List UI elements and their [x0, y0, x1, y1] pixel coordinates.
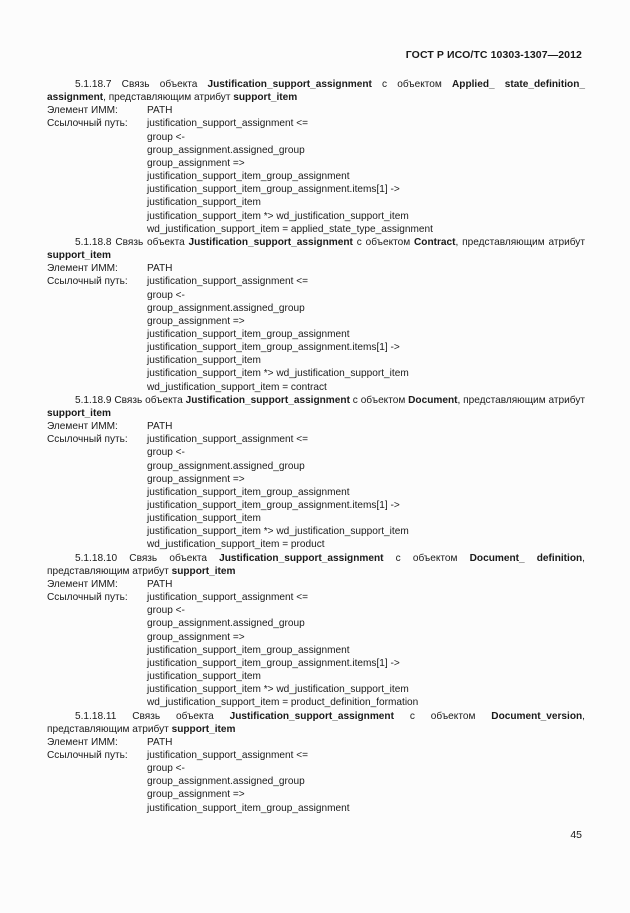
path-line: justification_support_item *> wd_justification_support_item — [147, 526, 409, 538]
path-line: wd_justification_support_item = product_definition_formation — [147, 697, 419, 709]
section-heading — [47, 78, 585, 104]
heading-text: , представляющим атрибут — [457, 394, 585, 406]
heading-text: Связь объекта — [117, 552, 220, 564]
path-line: group <- — [147, 605, 185, 617]
path-line: wd_justification_support_item = contract — [147, 381, 327, 393]
heading-text: Связь объекта — [116, 710, 230, 722]
path-row — [47, 433, 585, 446]
path-line: group_assignment.assigned_group — [147, 776, 305, 788]
path-line: justification_support_item_group_assignment — [147, 644, 350, 656]
path-label: Ссылочный путь: — [47, 276, 128, 288]
path-line: justification_support_item_group_assignment — [147, 328, 350, 340]
path-label: Ссылочный путь: — [47, 434, 128, 446]
object-name: Justification_support_assignment — [229, 710, 394, 722]
element-label: Элемент ИММ: — [47, 105, 118, 117]
object-name: Justification_support_assignment — [207, 79, 372, 90]
heading-text: с объектом — [349, 394, 409, 406]
path-line: justification_support_item_group_assignment.items[1] -> — [147, 184, 400, 196]
heading-text: Связь объекта — [111, 236, 189, 248]
path-line: group_assignment => — [147, 631, 245, 643]
attribute-name: support_item — [171, 565, 236, 577]
element-value: PATH — [147, 736, 173, 748]
path-line: justification_support_item *> wd_justification_support_item — [147, 368, 409, 380]
element-label: Элемент ИММ: — [47, 578, 118, 590]
target-object-name: Applied_ state_definition_ assignment — [47, 79, 585, 104]
document-body — [47, 78, 585, 815]
object-name: Justification_support_assignment — [188, 236, 353, 248]
path-line: justification_support_item *> wd_justification_support_item — [147, 210, 409, 222]
path-line: group_assignment.assigned_group — [147, 618, 305, 630]
path-line: justification_support_item_group_assignment.items[1] -> — [147, 657, 400, 669]
heading-text: с объектом — [371, 79, 452, 90]
section-5-1-18-8 — [47, 236, 585, 394]
section-heading — [47, 552, 585, 578]
path-line: justification_support_item *> wd_justification_support_item — [147, 684, 409, 696]
element-row — [47, 578, 585, 591]
path-line: group_assignment => — [147, 157, 245, 169]
page-header: ГОСТ Р ИСО/ТС 10303-1307—2012 — [405, 49, 582, 61]
target-object-name: Contract — [414, 236, 456, 248]
path-line: justification_support_item_group_assignment.items[1] -> — [147, 342, 400, 354]
section-number: 5.1.18.10 — [75, 552, 118, 564]
target-object-name: Document_version — [491, 710, 583, 722]
target-object-name: Document_ definition — [469, 552, 583, 564]
attribute-name: support_item — [171, 723, 236, 735]
page-number: 45 — [570, 829, 582, 841]
section-number: 5.1.18.8 — [75, 236, 112, 248]
element-value: PATH — [147, 421, 173, 433]
section-number: 5.1.18.7 — [75, 79, 112, 90]
path-label: Ссылочный путь: — [47, 118, 128, 130]
element-row — [47, 736, 585, 749]
path-line: group_assignment => — [147, 315, 245, 327]
section-heading — [47, 710, 585, 736]
heading-text: , представляющим атрибут — [455, 236, 585, 248]
path-line: group_assignment => — [147, 473, 245, 485]
section-heading — [47, 394, 585, 420]
element-label: Элемент ИММ: — [47, 736, 118, 748]
section-5-1-18-10 — [47, 552, 585, 710]
path-line: group_assignment.assigned_group — [147, 302, 305, 314]
heading-text: Связь объекта — [111, 79, 208, 90]
path-label: Ссылочный путь: — [47, 749, 128, 761]
heading-text: с объектом — [383, 552, 470, 564]
section-number: 5.1.18.11 — [75, 710, 117, 722]
path-line: justification_support_item — [147, 671, 261, 683]
element-row — [47, 262, 585, 275]
section-heading — [47, 236, 585, 262]
path-line: justification_support_item — [147, 355, 261, 367]
attribute-name: support_item — [47, 407, 111, 419]
path-line: justification_support_assignment <= — [147, 749, 309, 761]
element-value: PATH — [147, 105, 173, 117]
section-5-1-18-9 — [47, 394, 585, 552]
section-number: 5.1.18.9 — [75, 394, 112, 406]
path-line: group <- — [147, 763, 185, 775]
path-line: group <- — [147, 289, 185, 301]
object-name: Justification_support_assignment — [219, 552, 384, 564]
path-row — [47, 275, 585, 288]
path-line: group_assignment.assigned_group — [147, 144, 305, 156]
element-label: Элемент ИММ: — [47, 421, 118, 433]
path-row — [47, 749, 585, 762]
path-line: justification_support_item — [147, 197, 261, 209]
path-line: justification_support_item_group_assignment — [147, 486, 350, 498]
path-line: justification_support_assignment <= — [147, 592, 309, 604]
path-line: justification_support_assignment <= — [147, 434, 309, 446]
path-row — [47, 591, 585, 604]
element-row — [47, 420, 585, 433]
path-line: group_assignment => — [147, 789, 245, 801]
heading-text: с объектом — [393, 710, 492, 722]
path-line: wd_justification_support_item = product — [147, 539, 325, 551]
element-label: Элемент ИММ: — [47, 263, 118, 275]
path-line: wd_justification_support_item = applied_state_type_assignment — [147, 223, 433, 235]
element-row — [47, 104, 585, 117]
heading-text: с объектом — [352, 236, 415, 248]
heading-text: , представляющим атрибут — [47, 552, 585, 577]
path-line: justification_support_assignment <= — [147, 118, 309, 130]
object-name: Justification_support_assignment — [185, 394, 350, 406]
attribute-name: support_item — [233, 92, 298, 104]
section-5-1-18-11 — [47, 710, 585, 815]
path-line: group <- — [147, 447, 185, 459]
section-5-1-18-7 — [47, 78, 585, 236]
path-line: justification_support_assignment <= — [147, 276, 309, 288]
element-value: PATH — [147, 578, 173, 590]
path-label: Ссылочный путь: — [47, 592, 128, 604]
path-line: justification_support_item_group_assignment — [147, 171, 350, 183]
path-line: group_assignment.assigned_group — [147, 460, 305, 472]
path-row — [47, 117, 585, 130]
heading-text: , представляющим атрибут — [103, 92, 234, 104]
heading-text: , представляющим атрибут — [47, 710, 585, 735]
path-line: group <- — [147, 131, 185, 143]
attribute-name: support_item — [47, 250, 111, 262]
target-object-name: Document — [408, 394, 458, 406]
path-line: justification_support_item — [147, 513, 261, 525]
heading-text: Связь объекта — [111, 394, 186, 406]
path-line: justification_support_item_group_assignment — [147, 802, 350, 814]
element-value: PATH — [147, 263, 173, 275]
path-line: justification_support_item_group_assignment.items[1] -> — [147, 500, 400, 511]
